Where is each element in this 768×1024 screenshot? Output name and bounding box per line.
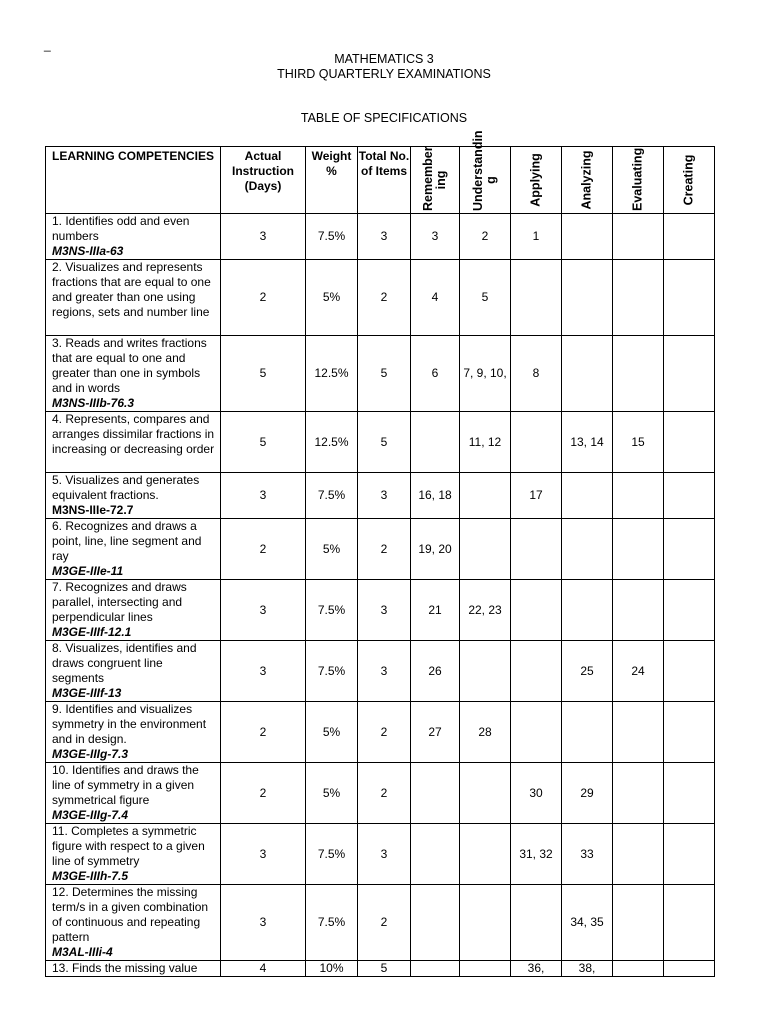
table-row [46, 885, 715, 961]
applying-cell: 1 [511, 214, 562, 260]
days-cell: 5 [221, 336, 306, 412]
competency-code: M3GE-IIIg-7.4 [52, 808, 129, 822]
understanding-cell: 5 [460, 260, 511, 336]
competency-cell [46, 519, 221, 580]
table-row [46, 824, 715, 885]
creating-cell [664, 824, 715, 885]
evaluating-cell [613, 580, 664, 641]
specifications-table [45, 130, 715, 977]
competency-cell [46, 336, 221, 412]
creating-cell [664, 519, 715, 580]
weight-cell: 5% [306, 519, 358, 580]
items-cell: 3 [358, 473, 411, 519]
weight-cell: 10% [306, 961, 358, 977]
competency-text: 8. Visualizes, identifies and draws congruent line segments [52, 641, 197, 685]
days-cell: 3 [221, 214, 306, 260]
creating-cell [664, 473, 715, 519]
remembering-cell: 4 [411, 260, 460, 336]
competency-cell [46, 824, 221, 885]
col-header-evaluating: Evaluating [613, 147, 664, 214]
applying-cell: 31, 32 [511, 824, 562, 885]
days-cell: 3 [221, 885, 306, 961]
evaluating-cell [613, 885, 664, 961]
evaluating-cell [613, 260, 664, 336]
corner-mark: _ [44, 38, 51, 52]
weight-cell: 7.5% [306, 214, 358, 260]
applying-cell: 30 [511, 763, 562, 824]
subject-title: MATHEMATICS 3 [334, 52, 434, 66]
competency-code: M3NS-IIIb-76.3 [52, 396, 135, 410]
items-cell: 3 [358, 641, 411, 702]
understanding-cell [460, 763, 511, 824]
weight-cell: 5% [306, 702, 358, 763]
col-header-understanding: Understandin g [460, 147, 511, 214]
competency-text: 13. Finds the missing value [52, 961, 198, 975]
analyzing-cell: 25 [562, 641, 613, 702]
understanding-cell: 7, 9, 10, [460, 336, 511, 412]
weight-cell: 5% [306, 260, 358, 336]
table-row [46, 260, 715, 336]
col-header-remembering: Remember ing [411, 147, 460, 214]
remembering-cell: 21 [411, 580, 460, 641]
competency-text: 2. Visualizes and represents fractions that are equal to one and greater than one using regions, sets and number line [52, 260, 211, 319]
remembering-cell: 27 [411, 702, 460, 763]
weight-cell: 7.5% [306, 824, 358, 885]
col-header-days: Actual Instruction (Days) [221, 147, 306, 214]
remembering-cell [411, 885, 460, 961]
applying-cell: 36, [511, 961, 562, 977]
creating-cell [664, 763, 715, 824]
table-row [46, 214, 715, 260]
competency-cell [46, 580, 221, 641]
competency-text: 3. Reads and writes fractions that are equal to one and greater than one in symbols and in words [52, 336, 207, 395]
creating-cell [664, 412, 715, 473]
analyzing-cell [562, 214, 613, 260]
applying-cell [511, 412, 562, 473]
competency-text: 9. Identifies and visualizes symmetry in the environment and in design. [52, 702, 207, 746]
evaluating-cell: 24 [613, 641, 664, 702]
items-cell: 3 [358, 824, 411, 885]
competency-text: 12. Determines the missing term/s in a given combination of continuous and repeating pattern [52, 885, 209, 944]
competency-code: M3NS-IIIa-63 [52, 244, 124, 258]
applying-cell [511, 702, 562, 763]
days-cell: 3 [221, 641, 306, 702]
analyzing-cell [562, 702, 613, 763]
understanding-cell: 28 [460, 702, 511, 763]
items-cell: 5 [358, 961, 411, 977]
evaluating-cell [613, 702, 664, 763]
analyzing-cell: 38, [562, 961, 613, 977]
creating-cell [664, 580, 715, 641]
competency-cell [46, 412, 221, 473]
remembering-cell [411, 763, 460, 824]
competency-text: 1. Identifies odd and even numbers [52, 214, 190, 243]
evaluating-cell [613, 824, 664, 885]
competency-code: M3GE-IIIg-7.3 [52, 747, 129, 761]
analyzing-cell [562, 260, 613, 336]
understanding-cell: 22, 23 [460, 580, 511, 641]
days-cell: 4 [221, 961, 306, 977]
competency-text: 5. Visualizes and generates equivalent fractions. [52, 473, 200, 502]
evaluating-cell [613, 214, 664, 260]
understanding-cell: 11, 12 [460, 412, 511, 473]
table-body [46, 214, 715, 977]
competency-code: M3GE-IIIe-11 [52, 564, 124, 578]
weight-cell: 12.5% [306, 336, 358, 412]
weight-cell: 5% [306, 763, 358, 824]
remembering-cell: 6 [411, 336, 460, 412]
creating-cell [664, 885, 715, 961]
competency-cell [46, 885, 221, 961]
weight-cell: 7.5% [306, 473, 358, 519]
competency-cell [46, 214, 221, 260]
creating-cell [664, 260, 715, 336]
items-cell: 2 [358, 702, 411, 763]
col-header-items: Total No. of Items [358, 147, 411, 214]
col-header-analyzing: Analyzing [562, 147, 613, 214]
weight-cell: 7.5% [306, 580, 358, 641]
table-row [46, 641, 715, 702]
analyzing-cell: 13, 14 [562, 412, 613, 473]
table-row [46, 702, 715, 763]
days-cell: 3 [221, 580, 306, 641]
days-cell: 5 [221, 412, 306, 473]
table-row [46, 519, 715, 580]
exam-title: THIRD QUARTERLY EXAMINATIONS [277, 67, 491, 81]
competency-text: 11. Completes a symmetric figure with respect to a given line of symmetry [52, 824, 205, 868]
applying-cell: 8 [511, 336, 562, 412]
applying-cell [511, 260, 562, 336]
competency-text: 7. Recognizes and draws parallel, intersecting and perpendicular lines [52, 580, 187, 624]
items-cell: 3 [358, 580, 411, 641]
table-row [46, 961, 715, 977]
competency-text: 4. Represents, compares and arranges dissimilar fractions in increasing or decreasing order [52, 412, 215, 456]
competency-code: M3GE-IIIh-7.5 [52, 869, 129, 883]
items-cell: 3 [358, 214, 411, 260]
remembering-cell [411, 824, 460, 885]
document-title: TABLE OF SPECIFICATIONS [300, 111, 468, 125]
items-cell: 2 [358, 519, 411, 580]
creating-cell [664, 702, 715, 763]
weight-cell: 12.5% [306, 412, 358, 473]
competency-cell [46, 260, 221, 336]
analyzing-cell: 33 [562, 824, 613, 885]
applying-cell [511, 885, 562, 961]
creating-cell [664, 336, 715, 412]
evaluating-cell [613, 961, 664, 977]
evaluating-cell [613, 763, 664, 824]
evaluating-cell [613, 519, 664, 580]
competency-code: M3GE-IIIf-13 [52, 686, 122, 700]
competency-text: 10. Identifies and draws the line of symmetry in a given symmetrical figure [52, 763, 199, 807]
understanding-cell [460, 641, 511, 702]
competency-cell [46, 961, 221, 977]
items-cell: 5 [358, 412, 411, 473]
applying-cell [511, 580, 562, 641]
creating-cell [664, 641, 715, 702]
days-cell: 3 [221, 824, 306, 885]
evaluating-cell [613, 473, 664, 519]
creating-cell [664, 961, 715, 977]
col-header-competencies: LEARNING COMPETENCIES [46, 147, 221, 214]
remembering-cell [411, 412, 460, 473]
understanding-cell [460, 824, 511, 885]
remembering-cell: 26 [411, 641, 460, 702]
applying-cell [511, 641, 562, 702]
col-header-applying: Applying [511, 147, 562, 214]
creating-cell [664, 214, 715, 260]
remembering-cell: 16, 18 [411, 473, 460, 519]
understanding-cell [460, 961, 511, 977]
analyzing-cell [562, 336, 613, 412]
understanding-cell [460, 519, 511, 580]
competency-cell [46, 641, 221, 702]
table-row [46, 412, 715, 473]
table-row [46, 473, 715, 519]
competency-code: M3GE-IIIf-12.1 [52, 625, 132, 639]
days-cell: 3 [221, 473, 306, 519]
days-cell: 2 [221, 260, 306, 336]
table-row [46, 580, 715, 641]
understanding-cell [460, 885, 511, 961]
understanding-cell: 2 [460, 214, 511, 260]
competency-cell [46, 702, 221, 763]
items-cell: 2 [358, 260, 411, 336]
analyzing-cell: 34, 35 [562, 885, 613, 961]
competency-code: M3NS-IIIe-72.7 [52, 503, 134, 517]
competency-text: 6. Recognizes and draws a point, line, line segment and ray [52, 519, 202, 563]
competency-cell [46, 473, 221, 519]
items-cell: 5 [358, 336, 411, 412]
analyzing-cell [562, 580, 613, 641]
evaluating-cell: 15 [613, 412, 664, 473]
items-cell: 2 [358, 885, 411, 961]
weight-cell: 7.5% [306, 885, 358, 961]
table-row [46, 336, 715, 412]
analyzing-cell: 29 [562, 763, 613, 824]
evaluating-cell [613, 336, 664, 412]
understanding-cell [460, 473, 511, 519]
competency-code: M3AL-IIIi-4 [52, 945, 113, 959]
table-row [46, 763, 715, 824]
analyzing-cell [562, 473, 613, 519]
table-header-row [46, 147, 715, 214]
remembering-cell [411, 961, 460, 977]
weight-cell: 7.5% [306, 641, 358, 702]
days-cell: 2 [221, 763, 306, 824]
col-header-creating: Creating [664, 147, 715, 214]
applying-cell [511, 519, 562, 580]
competency-cell [46, 763, 221, 824]
remembering-cell: 19, 20 [411, 519, 460, 580]
remembering-cell: 3 [411, 214, 460, 260]
col-header-weight: Weight % [306, 147, 358, 214]
applying-cell: 17 [511, 473, 562, 519]
items-cell: 2 [358, 763, 411, 824]
analyzing-cell [562, 519, 613, 580]
days-cell: 2 [221, 519, 306, 580]
days-cell: 2 [221, 702, 306, 763]
